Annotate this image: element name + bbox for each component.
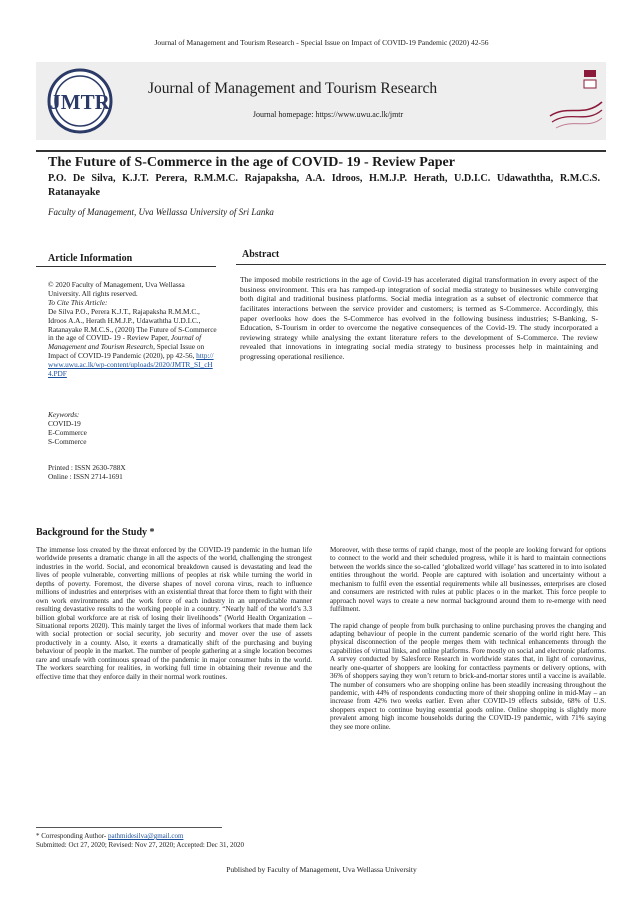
corresponding-label: * Corresponding Author- — [36, 832, 107, 840]
running-head: Journal of Management and Tourism Research - Special Issue on Impact of COVID-19 Pandemic (2020) 42-56 — [154, 38, 489, 47]
abstract-divider — [236, 264, 606, 265]
body-paragraph: The immense loss created by the threat enforced by the COVID-19 pandemic in the human life worldwide presents a dramatic change in all the aspects of the world, challenging the strongest industries in the world. Social, and economical breakdown caused is devastating and lead the lives of people vulnerable, converting millions of peoples at risk while turning the world in depths of poverty. Foremost, the diverse shapes of novel corona virus, reach to influence millions of industries and enterprises with an existential threat that force them to fight with their own work environments and the work force of each industry in an unpredictable manner resulting devastative results to the working people in a country. “Nearly half of the world’s 3.3 billion global workforce are at risk of losing their livelihoods” (World Health Organization – Situational reports 2020). This mainly target the lives of informal workers that made them lack with social protection or social security, job security and mover over the use of assets productively in a county. Also, it exerts a dramatically shift of the purchasing and buying behaviour of people in the market. The number of people gathering at a single location becomes rare and unsafe with continuous spread of the pandemic in major consumer hubs in the world. The workers searching for realities, in working full time in obtaining their revenue and the effective time that they enforce daily in their normal work routines. — [36, 546, 312, 681]
issn-print: Printed : ISSN 2630-788X — [48, 463, 126, 472]
abstract-text: The imposed mobile restrictions in the age of Covid-19 has accelerated digital transformation in every aspect of the business environment. This era has ramped-up integration of social media strategy to businesses while converging both digital and traditional business platforms. Social media integration as a subset of electronic commerce that facilitates interactions between the service provider and customers; is termed as S-Commerce. Accordingly, this paper overlooks how does the S-Commerce has evolved in the following business industries; S-Banking, S-Education, S-Tourism in order to overcome the negative consequences of the Covid-19. The study incorporated a reviewing strategy while analysing the extant literature refers to the development of S-Commerce. The review revealed that innovations in integrating social media strategy to business processes help in maintaining and progressing operational resilience. — [240, 275, 598, 361]
submission-dates: Submitted: Oct 27, 2020; Revised: Nov 27, 2020; Accepted: Dec 31, 2020 — [36, 841, 245, 849]
issn-online: Online : ISSN 2714-1691 — [48, 471, 123, 481]
citation-link[interactable]: http://www.uwu.ac.lk/wp-content/uploads/2020/JMTR_SI_cH4.PDF — [48, 351, 214, 379]
keyword-item: E-Commerce — [48, 427, 87, 437]
issn-block — [48, 464, 218, 482]
page-footer: Published by Faculty of Management, Uva Wellassa University — [226, 865, 417, 874]
abstract-heading: Abstract — [242, 249, 280, 260]
article-info-heading: Article Information — [48, 253, 133, 264]
keyword-item: COVID-19 — [48, 418, 81, 428]
footnote — [36, 832, 436, 850]
corresponding-email-link[interactable]: pathmidesilva@gmail.com — [108, 832, 184, 840]
keyword-item: S-Commerce — [48, 436, 87, 446]
copyright-notice: © 2020 Faculty of Management, Uva Wellassa University. All rights reserved. — [48, 280, 185, 298]
body-column-right — [330, 546, 606, 731]
citation-text: De Silva P.O., Perera K.J.T., Rajapaksha R.M.M.C., Idroos A.A., Herath H.M.J.P., Udawaththa U.D.I.C., Ratanayake R.M.C.S., (2020) The Future of S-Commerce in the age of COVID- 19 - Review Paper, — [48, 306, 217, 343]
body-column-left — [36, 546, 312, 681]
keywords-block — [48, 411, 218, 447]
body-paragraph: Moreover, with these terms of rapid change, most of the people are looking forward for options to connect to the world and their scheduled progress, while it is hard to maintain connections between the worlds since the so-called ‘globalized world village’ has scattered in to into isolated entities throughout the world. People are captured with isolation and uncertainty without a mechanism to fulfil even the essential requirements while all businesses, enterprises are closed and consumers are restricted with rules at public places o in the market. This force people to approach novel ways to create a new normal background around them to re-emerge with need fulfilment. — [330, 546, 606, 614]
article-info-divider — [36, 266, 216, 267]
body-paragraph: The rapid change of people from bulk purchasing to online purchasing proves the changing and adapting behaviour of people in the current pandemic scenario of the world right here. This physical disconnection of the people merges them with technical enhancements through the capabilities of virtual links, and online platforms. Fore mostly on social and electronic platforms. A survey conducted by Salesforce Research in worldwide states that, in light of coronavirus, nearly one-quarter of shoppers are looking for contactless payments or delivery options, with 36% of shoppers saying they won’t return to brick-and-mortar stores until a vaccine is available. The number of consumers who are shopping online has been steadily increasing throughout the pandemic, with 44% of respondents conducting more of their shopping online in mid-May – an increase from 42% two weeks earlier. Even after COVID-19 effects subside, 68% of U.S. shoppers expect to continue buying essential goods online. Online shopping is slightly more prevalent among high income households during the COVID-19 pandemic, with 71% saying they see more online. — [330, 621, 606, 731]
title-divider — [36, 150, 606, 152]
article-info-body — [48, 281, 218, 379]
citation-tail: , Special Issue on Impact of COVID-19 Pandemic (2020), pp 42-56, — [48, 342, 205, 361]
citation-journal: Journal of Management and Tourism Research — [48, 333, 202, 352]
journal-title: Journal of Management and Tourism Research — [148, 80, 438, 97]
paper-authors: P.O. De Silva, K.J.T. Perera, R.M.M.C. Rajapaksha, A.A. Idroos, H.M.J.P. Herath, U.D.I.C. Udawaththa, R.M.C.S. Ratanayake — [48, 173, 600, 198]
corresponding-author — [36, 832, 436, 841]
citation — [48, 308, 218, 379]
journal-logo — [42, 66, 118, 136]
journal-banner — [36, 62, 606, 140]
paper-title: The Future of S-Commerce in the age of COVID- 19 - Review Paper — [48, 155, 455, 170]
journal-homepage[interactable]: Journal homepage: https://www.uwu.ac.lk/jmtr — [252, 110, 404, 119]
cite-label: To Cite This Article: — [48, 297, 108, 307]
logo-text: JMTR — [50, 90, 110, 114]
paper-affiliation: Faculty of Management, Uva Wellassa University of Sri Lanka — [48, 207, 274, 217]
footnote-divider — [36, 827, 222, 828]
university-crest-icon — [548, 66, 604, 136]
background-heading: Background for the Study * — [36, 527, 155, 538]
keywords-label: Keywords: — [48, 410, 80, 419]
